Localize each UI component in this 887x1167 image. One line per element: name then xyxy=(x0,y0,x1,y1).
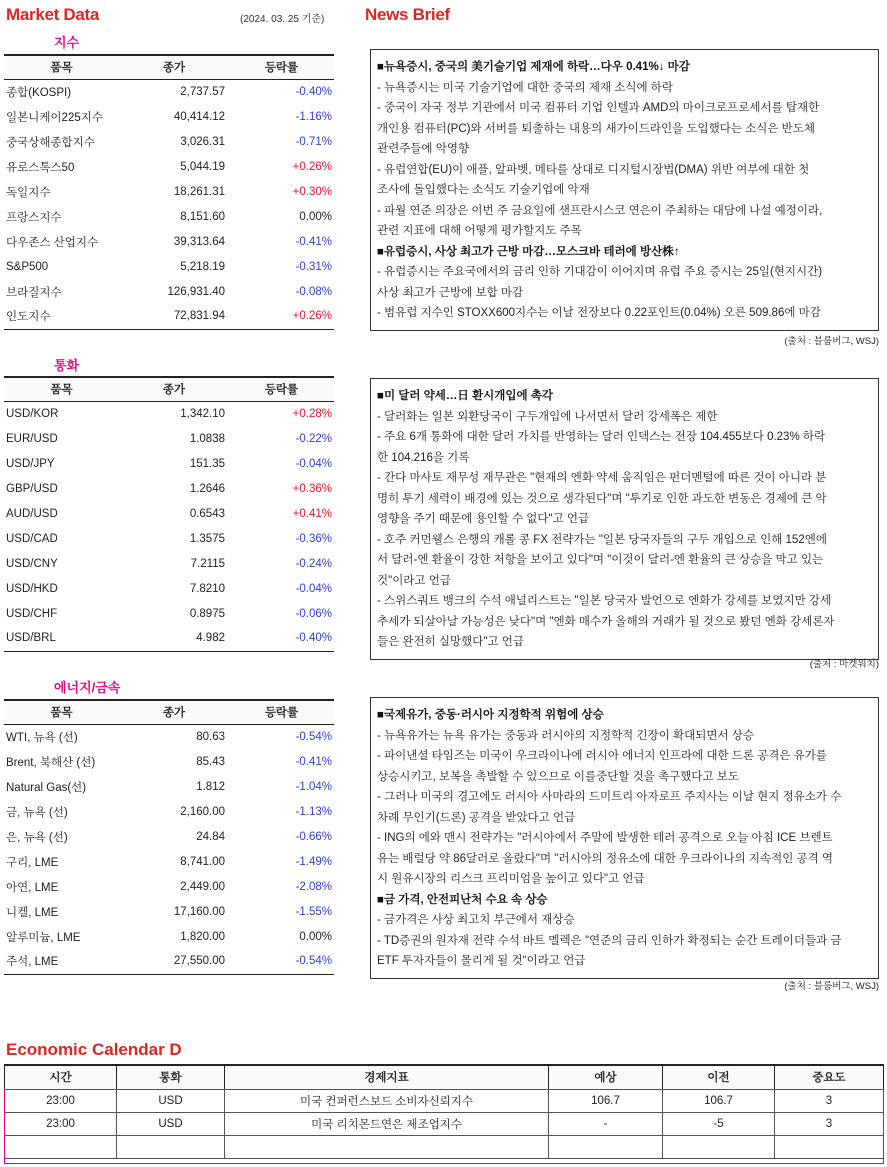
time-cell xyxy=(5,1135,117,1158)
change-rate: 0.00% xyxy=(299,210,332,223)
close-value: 2,160.00 xyxy=(180,805,225,818)
change-rate: -0.31% xyxy=(295,260,332,273)
item-name: WTI, 뉴욕 (선) xyxy=(6,731,78,744)
table-row xyxy=(4,254,334,279)
news-line: - 그러나 미국의 경고에도 러시아 사마라의 드미트리 아자로프 주지사는 이날 현지 정유소가 수 xyxy=(377,791,842,803)
close-value: 2,737.57 xyxy=(180,85,225,98)
table-row xyxy=(4,279,334,304)
change-rate: -0.40% xyxy=(295,85,332,98)
news-line: - TD증권의 원자재 전략 수석 바트 멜렉은 "연준의 금리 인하가 확정되는 순간 트레이더들과 금 xyxy=(377,934,842,947)
close-value: 24.84 xyxy=(196,830,225,843)
item-name: 아연, LME xyxy=(6,881,59,894)
close-value: 40,414.12 xyxy=(173,110,225,123)
table-row xyxy=(4,104,334,129)
news-line: - 뉴욕증시는 미국 기술기업에 대한 중국의 제재 소식에 하락 xyxy=(377,81,674,94)
change-rate: -1.55% xyxy=(295,905,332,918)
close-value: 39,313.64 xyxy=(173,235,225,248)
col-close: 종가 xyxy=(119,55,229,79)
news-line: - 범유럽 지수인 STOXX600지수는 이날 전장보다 0.22포인트(0.04%) 오른 509.86에 마감 xyxy=(377,307,821,319)
news-headline: ■유럽증시, 사상 최고가 근방 마감…모스크바 테러에 방산株↑ xyxy=(377,245,680,258)
news-line: 유는 배럴당 약 86달러로 올랐다"며 "러시아의 정유소에 대한 우크라이나의 지속적인 공격 역 xyxy=(377,852,834,865)
col-previous: 이전 xyxy=(663,1065,775,1089)
change-rate: -0.08% xyxy=(295,285,332,298)
item-name: USD/JPY xyxy=(6,457,55,470)
change-rate: +0.30% xyxy=(292,185,332,198)
item-name: USD/KOR xyxy=(6,407,59,420)
table-row xyxy=(4,304,334,329)
close-value: 5,218.19 xyxy=(180,260,225,273)
item-name: 주석, LME xyxy=(4,949,119,974)
table-row xyxy=(4,774,334,799)
close-value: 1.2646 xyxy=(189,482,225,495)
news-line: - 뉴욕유가는 뉴욕 유가는 중동과 러시아의 지정학적 긴장이 확대되면서 상승 xyxy=(377,729,754,742)
change-rate: -0.71% xyxy=(295,135,332,148)
change-rate: -0.06% xyxy=(295,607,332,620)
item-name: 구리, LME xyxy=(6,856,59,869)
news-line: 상승시키고, 보복을 촉발할 수 있으므로 이를중단할 것을 촉구했다고 보도 xyxy=(377,770,740,783)
news-box-commodities xyxy=(370,697,879,979)
news-source-fx: (출처 : 마켓워치) xyxy=(809,659,879,670)
news-line: - 금가격은 사상 최고치 부근에서 재상승 xyxy=(377,914,575,926)
close-value: 0.6543 xyxy=(189,507,225,520)
news-line: 관련주들에 악영향 xyxy=(377,143,470,155)
change-rate: -0.41% xyxy=(295,755,332,768)
item-name: 금, 뉴욕 (선) xyxy=(6,806,68,819)
col-indicator: 경제지표 xyxy=(225,1065,549,1089)
forecast-cell: 106.7 xyxy=(549,1089,663,1112)
close-value: 17,160.00 xyxy=(173,905,225,918)
table-row xyxy=(4,551,334,576)
change-rate: +0.26% xyxy=(292,160,332,173)
news-line: 서 달러-엔 환율이 강한 저항을 보이고 있다"며 "이것이 달러-엔 환율의 큰 상승을 막고 있는 xyxy=(377,554,824,566)
table-row xyxy=(4,924,334,949)
news-source-equities: (출처 : 블룸버그, WSJ) xyxy=(784,336,879,347)
table-row xyxy=(4,749,334,774)
col-close: 종가 xyxy=(119,377,229,401)
news-line: 개인용 컴퓨터(PC)와 서버를 퇴출하는 내용의 새가이드라인을 도입했다는 소식은 반도체 xyxy=(377,122,816,135)
news-line: 차례 무인기(드론) 공격을 받았다고 언급 xyxy=(377,811,576,824)
economic-calendar-table xyxy=(4,1064,884,1159)
close-value: 7.8210 xyxy=(189,582,225,595)
item-name: 알루미늄, LME xyxy=(6,931,81,944)
close-value: 1.3575 xyxy=(189,532,225,545)
item-name: 중국상해종합지수 xyxy=(6,136,95,149)
news-line: - 스위스쿼트 뱅크의 수석 애널리스트는 "일본 당국자 발언으로 엔화가 강세를 보였지만 강세 xyxy=(377,595,832,607)
forecast-cell xyxy=(549,1135,663,1158)
col-item: 품목 xyxy=(4,55,119,79)
change-rate: -1.13% xyxy=(295,805,332,818)
col-forecast: 예상 xyxy=(549,1065,663,1089)
col-change: 등락률 xyxy=(229,377,334,401)
table-row xyxy=(4,154,334,179)
change-rate: -1.49% xyxy=(295,855,332,868)
table-row xyxy=(4,724,334,749)
importance-cell: 3 xyxy=(775,1112,884,1135)
indicator-cell: 미국 컨퍼런스보드 소비자신뢰지수 xyxy=(225,1089,549,1112)
change-rate: +0.41% xyxy=(292,507,332,520)
item-name: 프랑스지수 xyxy=(6,211,62,224)
close-value: 27,550.00 xyxy=(119,949,229,974)
change-rate: -0.24% xyxy=(295,557,332,570)
time-cell: 23:00 xyxy=(5,1089,117,1112)
news-line: - 파월 연준 의장은 이번 주 금요일에 샌프란시스코 연은이 주최하는 대담에 나설 예정이라, xyxy=(377,204,823,217)
item-name: 다우존스 산업지수 xyxy=(6,236,99,249)
close-value: 72,831.94 xyxy=(119,304,229,329)
change-rate: -0.41% xyxy=(295,235,332,248)
news-line: - 달러화는 일본 외환당국이 구두개입에 나서면서 달러 강세폭은 제한 xyxy=(377,410,718,423)
change-rate: -0.40% xyxy=(229,626,334,651)
table-row xyxy=(4,899,334,924)
table-row xyxy=(4,426,334,451)
news-brief-title: News Brief xyxy=(365,5,450,24)
news-headline: ■뉴욕증시, 중국의 美기술기업 제재에 하락…다우 0.41%↓ 마감 xyxy=(377,61,690,73)
close-value: 1,820.00 xyxy=(180,930,225,943)
previous-cell xyxy=(663,1135,775,1158)
importance-cell: 3 xyxy=(775,1089,884,1112)
close-value: 4.982 xyxy=(119,626,229,651)
change-rate: -0.66% xyxy=(295,830,332,843)
change-rate: -2.08% xyxy=(295,880,332,893)
time-cell: 23:00 xyxy=(5,1112,117,1135)
energy-title: 에너지/금속 xyxy=(54,680,121,695)
change-rate: -0.36% xyxy=(295,532,332,545)
news-line: 시 원유시장의 리스크 프리미엄을 높이고 있다"고 언급 xyxy=(377,873,645,885)
energy-table xyxy=(4,699,334,975)
close-value: 18,261.31 xyxy=(173,185,225,198)
item-name: USD/CHF xyxy=(6,607,58,620)
item-name: USD/BRL xyxy=(4,626,119,651)
item-name: S&P500 xyxy=(6,260,49,273)
item-name: 독일지수 xyxy=(6,186,51,199)
item-name: USD/HKD xyxy=(6,582,58,595)
news-line: - 간다 마사토 재무성 재무관은 "현재의 엔화 약세 움직임은 펀더멘털에 따른 것이 아니라 분 xyxy=(377,472,827,484)
table-row xyxy=(4,626,334,651)
previous-cell: 106.7 xyxy=(663,1089,775,1112)
news-line: 들은 완전히 실망했다"고 언급 xyxy=(377,636,524,648)
item-name: 은, 뉴욕 (선) xyxy=(6,831,68,844)
close-value: 8,151.60 xyxy=(180,210,225,223)
previous-cell: -5 xyxy=(663,1112,775,1135)
table-row xyxy=(4,501,334,526)
item-name: Natural Gas(선) xyxy=(6,781,87,794)
close-value: 7.2115 xyxy=(190,557,225,570)
importance-cell xyxy=(775,1135,884,1158)
forecast-cell: - xyxy=(549,1112,663,1135)
table-row xyxy=(4,576,334,601)
news-box-fx xyxy=(370,378,879,660)
news-line: 한 104.216을 기록 xyxy=(377,451,470,464)
col-time: 시간 xyxy=(5,1065,117,1089)
close-value: 1,342.10 xyxy=(180,407,225,420)
item-name: 브라질지수 xyxy=(6,286,62,299)
table-row xyxy=(4,451,334,476)
calendar-row xyxy=(5,1089,884,1112)
close-value: 5,044.19 xyxy=(180,160,225,173)
close-value: 2,449.00 xyxy=(180,880,225,893)
currency-table xyxy=(4,376,334,652)
table-row xyxy=(4,229,334,254)
news-headline: ■금 가격, 안전피난처 수요 속 상승 xyxy=(377,893,548,906)
indicator-cell xyxy=(225,1135,549,1158)
news-line: 관련 지표에 대해 어떻게 평가할지도 주목 xyxy=(377,225,582,237)
item-name: USD/CAD xyxy=(6,532,58,545)
change-rate: -1.04% xyxy=(295,780,332,793)
news-box-equities xyxy=(370,49,879,331)
table-row xyxy=(4,129,334,154)
news-line: - 중국이 자국 정부 기관에서 미국 컴퓨터 기업 인텔과 AMD의 마이크로프로세서를 탑재한 xyxy=(377,102,820,114)
currency-title: 통화 xyxy=(54,358,80,373)
table-row xyxy=(4,601,334,626)
change-rate: +0.26% xyxy=(229,304,334,329)
item-name: 유로스톡스50 xyxy=(6,161,75,174)
news-line: 사상 최고가 근방에 보합 마감 xyxy=(377,286,524,299)
news-line: - 파이낸셜 타임즈는 미국이 우크라이나에 러시아 에너지 인프라에 대한 드론 공격은 유가를 xyxy=(377,750,828,762)
news-line: - 유럽증시는 주요국에서의 금리 인하 기대감이 이어지며 유럽 주요 증시는 25일(현지시간) xyxy=(377,266,823,278)
table-row xyxy=(4,79,334,104)
change-rate: -0.54% xyxy=(295,730,332,743)
item-name: 인도지수 xyxy=(4,304,119,329)
col-close: 종가 xyxy=(119,700,229,724)
item-name: 일본니케이225지수 xyxy=(6,111,103,124)
news-headline: ■국제유가, 중동·러시아 지정학적 위험에 상승 xyxy=(377,709,604,721)
close-value: 151.35 xyxy=(189,457,225,470)
news-line: - 호주 커먼웰스 은행의 캐롤 콩 FX 전략가는 "일본 당국자들의 구두 개입으로 인해 152엔에 xyxy=(377,533,827,546)
table-row xyxy=(4,401,334,426)
col-item: 품목 xyxy=(4,700,119,724)
item-name: 종합(KOSPI) xyxy=(6,86,72,99)
table-row xyxy=(4,179,334,204)
close-value: 1.0838 xyxy=(189,432,225,445)
indices-table xyxy=(4,54,334,330)
col-item: 품목 xyxy=(4,377,119,401)
close-value: 3,026.31 xyxy=(180,135,225,148)
close-value: 85.43 xyxy=(196,755,225,768)
close-value: 1.812 xyxy=(196,780,225,793)
indices-title: 지수 xyxy=(54,35,80,50)
news-line: 명히 투기 세력이 배경에 있는 것으로 생각된다"며 "투기로 인한 과도한 변동은 경제에 큰 악 xyxy=(377,492,827,505)
col-importance: 중요도 xyxy=(775,1065,884,1089)
news-line: 조사에 돌입했다는 소식도 기술기업에 악재 xyxy=(377,184,590,196)
table-row xyxy=(4,526,334,551)
currency-cell: USD xyxy=(117,1089,225,1112)
item-name: Brent, 북해산 (선) xyxy=(6,756,96,769)
close-value: 126,931.40 xyxy=(167,285,225,298)
change-rate: -0.22% xyxy=(295,432,332,445)
news-line: - 유럽연합(EU)이 애플, 알파벳, 메타를 상대로 디지털시장법(DMA) 위반 여부에 대한 첫 xyxy=(377,163,810,176)
change-rate: -1.16% xyxy=(295,110,332,123)
table-row xyxy=(4,874,334,899)
market-data-title: Market Data xyxy=(6,5,100,24)
news-line: 추세가 되살아날 가능성은 낮다"며 "엔화 매수가 올해의 거래가 될 것으로 봤던 엔화 강세론자 xyxy=(377,615,835,628)
table-row xyxy=(4,949,334,974)
news-headline: ■미 달러 약세…日 환시개입에 촉각 xyxy=(377,390,554,402)
news-line: ETF 투자자들이 몰리게 될 것"이라고 언급 xyxy=(377,955,586,967)
col-currency: 통화 xyxy=(117,1065,225,1089)
change-rate: -0.54% xyxy=(229,949,334,974)
indicator-cell: 미국 리치몬드연은 제조업지수 xyxy=(225,1112,549,1135)
item-name: GBP/USD xyxy=(6,482,58,495)
change-rate: +0.36% xyxy=(292,482,332,495)
table-row xyxy=(4,824,334,849)
item-name: AUD/USD xyxy=(6,507,58,520)
close-value: 80.63 xyxy=(196,730,225,743)
calendar-row xyxy=(5,1112,884,1135)
date-note: (2024. 03. 25 기준) xyxy=(240,14,325,25)
close-value: 8,741.00 xyxy=(180,855,225,868)
news-line: 것"이라고 언급 xyxy=(377,574,451,587)
change-rate: -0.04% xyxy=(295,457,332,470)
item-name: 니켈, LME xyxy=(6,906,59,919)
calendar-row xyxy=(5,1135,884,1158)
item-name: USD/CNY xyxy=(6,557,58,570)
close-value: 0.8975 xyxy=(189,607,225,620)
change-rate: -0.04% xyxy=(295,582,332,595)
change-rate: 0.00% xyxy=(299,930,332,943)
table-row xyxy=(4,204,334,229)
col-change: 등락률 xyxy=(229,700,334,724)
currency-cell: USD xyxy=(117,1112,225,1135)
table-row xyxy=(4,476,334,501)
table-row xyxy=(4,849,334,874)
news-line: - ING의 에와 맨시 전략가는 "러시아에서 주말에 발생한 테러 공격으로 오늘 아침 ICE 브렌트 xyxy=(377,832,833,844)
news-line: 영향을 주기 때문에 용인할 수 없다"고 언급 xyxy=(377,513,590,525)
table-row xyxy=(4,799,334,824)
col-change: 등락률 xyxy=(229,55,334,79)
currency-cell xyxy=(117,1135,225,1158)
item-name: EUR/USD xyxy=(6,432,58,445)
change-rate: +0.28% xyxy=(292,407,332,420)
news-line: - 주요 6개 통화에 대한 달러 가치를 반영하는 달러 인덱스는 전장 104.455보다 0.23% 하락 xyxy=(377,431,826,443)
economic-calendar-title: Economic Calendar D xyxy=(6,1040,182,1059)
news-source-commodities: (출처 : 블룸버그, WSJ) xyxy=(784,981,879,992)
